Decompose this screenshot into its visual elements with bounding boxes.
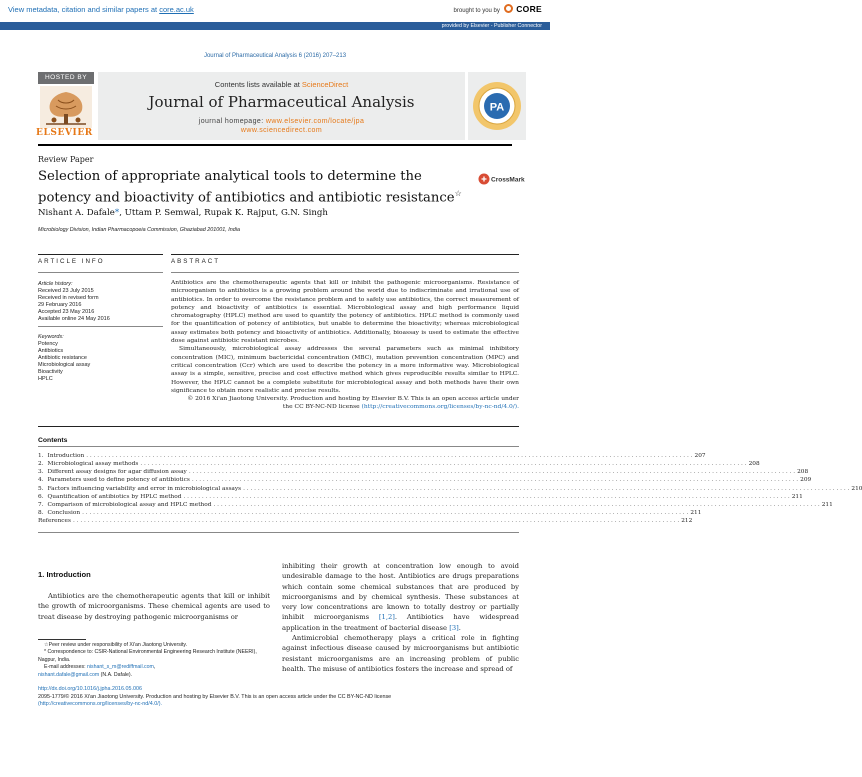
intro-right-column [282, 561, 519, 674]
toc-item[interactable]: 6. Quantification of antibiotics by HPLC method . . . 211 [38, 493, 519, 501]
abstract-body [171, 279, 519, 412]
footnotes [38, 642, 270, 679]
intro-right-paragraph-2: Antimicrobial chemotherapy plays a critical role in fighting against infectious disease caused by microorganisms but antibiotic resistant microorganisms are an increasing problem of public health. The misuse of antibiotics fosters the increase and spread of [282, 634, 519, 673]
email-link[interactable]: nishant.dafale@gmail.com [38, 671, 100, 678]
footnote-correspondence: * Correspondence to: CSIR-National Environmental Engineering Research Institute (NEERI), Nagpur, India. [38, 649, 257, 663]
journal-homepage [98, 117, 465, 135]
core-link[interactable]: core.ac.uk [159, 5, 194, 14]
toc-item[interactable]: 5. Factors influencing variability and error in microbiological assays . . . 210 [38, 485, 519, 493]
abstract-rule-mid [171, 272, 519, 273]
homepage-label: journal homepage: [198, 118, 264, 125]
contents-rule-bottom [38, 532, 519, 533]
copyright-text: © 2016 Xi'an Jiaotong University. Production and hosting by Elsevier B.V. This is an open access article under the CC BY-NC-ND license [187, 395, 519, 411]
history-line: Accepted 23 May 2016 [38, 309, 95, 315]
title-footnote-mark[interactable]: ☆ [454, 189, 462, 198]
contents-available-line [98, 80, 465, 89]
core-brand[interactable] [454, 4, 542, 14]
homepage-link-elsevier[interactable]: www.elsevier.com/locate/jpa [265, 118, 365, 125]
toc-item[interactable]: 3. Different assay designs for agar diffusion assay . . . 208 [38, 468, 519, 476]
core-top-bar [0, 0, 550, 22]
contents-heading: Contents [38, 437, 68, 444]
sciencedirect-link[interactable]: ScienceDirect [301, 80, 349, 89]
author-first[interactable]: Nishant A. Dafale [38, 208, 115, 218]
core-provider-strip [0, 22, 550, 30]
bottom-license-line: 2095-1779/© 2016 Xi'an Jiaotong University. Production and hosting by Elsevier B.V. This is an open access article under the CC BY-NC-ND license [38, 693, 392, 700]
toc-item-references[interactable]: References . . . 212 [38, 517, 519, 525]
history-line: 29 February 2016 [38, 302, 82, 308]
history-line: Available online 24 May 2016 [38, 316, 110, 322]
crossmark-icon[interactable] [478, 172, 525, 186]
footnote-rule [38, 639, 86, 640]
toc-item[interactable]: 8. Conclusion . . . 211 [38, 509, 519, 517]
history-line: Received 23 July 2015 [38, 288, 94, 294]
intro-left-paragraph: Antibiotics are the chemotherapeutic agents that kill or inhibit the growth of microorganisms. These chemical agents are used to treat disease by destroying pathogenic microorganisms or [38, 592, 270, 621]
article-title [38, 168, 468, 206]
abstract-paragraph-2: Simultaneously, microbiological assay addresses the several parameters such as minimal inhibitory concentration (MIC), minimum bactericidal concentration (MBC), mutation prevention concentration (MPC) and critical concentration (Ccr) which are used to describe the potency in a more informative way. Microbiological assay is a simple, sensitive, precise and cost effective method which gives reproducible results similar to HPLC. However, the HPLC cannot be a complete substitute for microbiological assay and both methods have their own significance to obtain more realistic and precise results. [171, 345, 519, 394]
core-metadata-prefix: View metadata, citation and similar papers at [8, 5, 158, 14]
abstract-copyright [171, 395, 519, 412]
core-provided-by[interactable]: provided by Elsevier - Publisher Connector [441, 23, 542, 29]
toc-item[interactable]: 1. Introduction . . . 207 [38, 452, 519, 460]
contents-prefix: Contents lists available at [214, 80, 300, 89]
elsevier-wordmark[interactable]: ELSEVIER [36, 128, 93, 138]
toc-item[interactable]: 7. Comparison of microbiological assay and HPLC method . . . 211 [38, 501, 519, 509]
toc-item[interactable]: 4. Parameters used to define potency of antibiotics . . . 209 [38, 476, 519, 484]
abstract-heading: ABSTRACT [171, 258, 221, 265]
footnote-emails-cont: nishant.dafale@gmail.com (N.A. Dafale). [38, 671, 133, 678]
keyword: Antibiotics [38, 348, 64, 354]
info-divider [38, 326, 163, 327]
journal-title: Journal of Pharmaceutical Analysis [148, 93, 415, 111]
license-link[interactable]: (http://creativecommons.org/licenses/by-nc-nd/4.0/). [361, 403, 519, 411]
abstract-rule-top [171, 254, 519, 255]
citation-link[interactable]: [3] [449, 623, 459, 632]
doi-link[interactable]: http://dx.doi.org/10.1016/j.jpha.2016.05.006 [38, 686, 143, 692]
footnote-peer-review: ☆Peer review under responsibility of Xi'an Jiaotong University. [44, 642, 188, 648]
table-of-contents [38, 452, 862, 525]
hosted-by-label: HOSTED BY [38, 72, 94, 84]
header-rule [38, 144, 512, 146]
article-info-rule-mid [38, 272, 163, 273]
abstract-rule-bottom [38, 426, 519, 427]
core-logo-icon [504, 4, 513, 13]
intro-heading: 1. Introduction [38, 570, 91, 579]
author-list [38, 208, 328, 218]
core-brought-by: brought to you by [453, 8, 500, 14]
email-link[interactable]: nishant_s_m@rediffmail.com [86, 664, 154, 671]
keyword: Potency [38, 341, 58, 347]
history-line: Received in revised form [38, 295, 99, 301]
contents-rule-top [38, 446, 519, 447]
keywords-label: Keywords: [38, 334, 64, 340]
citation-link[interactable]: [1,2] [378, 613, 395, 622]
keyword: HPLC [38, 376, 53, 382]
svg-text:CrossMark: CrossMark [491, 176, 525, 184]
history-label: Article history: [38, 281, 73, 287]
corresponding-mark[interactable]: * [114, 208, 120, 218]
keyword: Antibiotic resistance [38, 355, 87, 361]
article-info [38, 281, 163, 383]
badge-text: PA [489, 101, 505, 114]
bottom-metadata [38, 686, 519, 709]
keyword: Bioactivity [38, 369, 63, 375]
keyword: Microbiological assay [38, 362, 91, 368]
journal-reference[interactable]: Journal of Pharmaceutical Analysis 6 (2016) 207–213 [203, 53, 347, 59]
core-brand-name: CORE [516, 4, 542, 14]
abstract-paragraph-1: Antibiotics are the chemotherapeutic agents that kill or inhibit the pathogenic microorganisms. Resistance of microorganism to antibiotics is a growing problem around the world due to indiscriminate and irrational use of antibiotics. In order to overcome the resistance problem and to safely use antibiotics, the correct measurement of potency and bioactivity of antibiotics is essential. Microbiological assay and high performance liquid chromatography (HPLC) method are used to quantify the potency of antibiotics. HPLC method is commonly used for the quantification of potency of antibiotics, but unable to determine the bioactivity; whereas microbiological assay estimates both potency and bioactivity of antibiotics. Additionally, bioassay is used to estimate the effective dose against antibiotic resistant microbes. [171, 279, 519, 345]
toc-item[interactable]: 2. Microbiological assay methods . . . 208 [38, 460, 519, 468]
article-info-rule-top [38, 254, 163, 255]
intro-right-paragraph-1: inhibiting their growth at concentration low enough to avoid undesirable damage to the host. Antibiotics are drugs preparations which contain some chemical substances that are produced by microorganisms and by chemical synthesis. These substances at very low concentrations are known to totally destroy or partially inhibit microorganisms [1,2]. Antibiotics have widespread application in the treatment of bacterial disease [3]. [282, 562, 519, 632]
bottom-license-link[interactable]: (http://creativecommons.org/licenses/by-nc-nd/4.0/). [38, 701, 163, 708]
article-title-text: Selection of appropriate analytical tools to determine the potency and bioactivity of antibiotics and antibiotic resistance [38, 169, 455, 206]
journal-pa-badge-icon [468, 72, 526, 140]
paper-type: Review Paper [38, 155, 94, 164]
footnote-emails: E-mail addresses: nishant_s_m@rediffmail.com, [44, 664, 156, 671]
core-metadata-text [8, 5, 194, 14]
homepage-link-sciencedirect[interactable]: www.sciencedirect.com [240, 127, 323, 134]
affiliation: Microbiology Division, Indian Pharmacopoeia Commission, Ghaziabad 201001, India [38, 227, 240, 233]
author-rest[interactable]: , Uttam P. Semwal, Rupak K. Rajput, G.N. Singh [119, 208, 328, 218]
article-info-heading: ARTICLE INFO [38, 258, 105, 265]
elsevier-tree-logo-icon [40, 86, 92, 128]
